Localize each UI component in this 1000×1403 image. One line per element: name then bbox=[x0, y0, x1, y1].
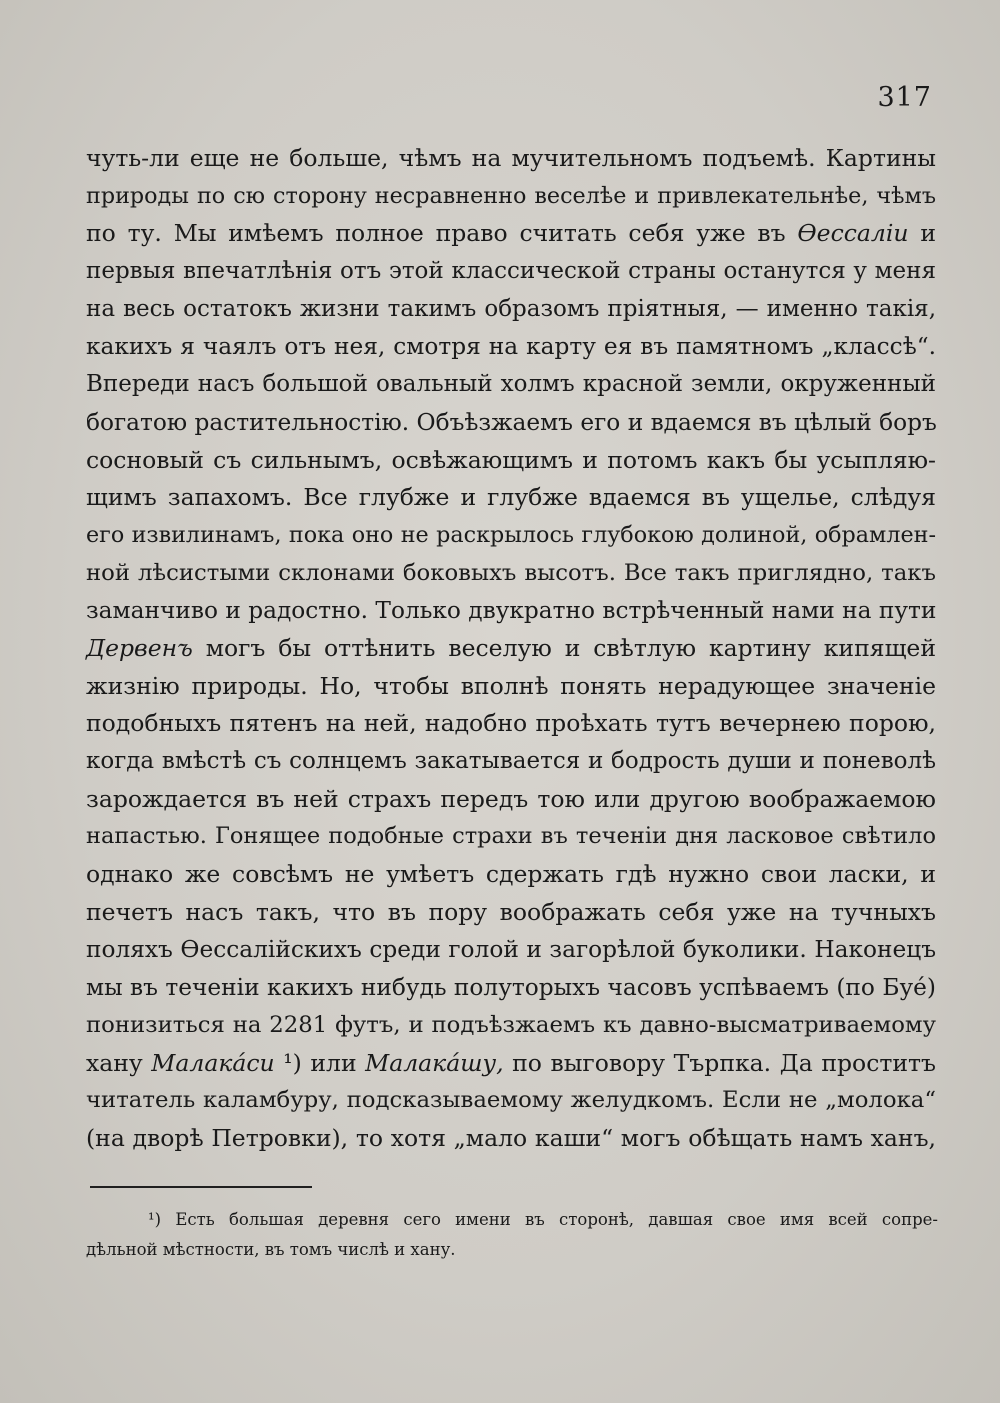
text-run: по выговору Търпка. Да проститъ bbox=[503, 1048, 936, 1077]
text-run: по ту. Мы имѣемъ полное право считать себя уже въ bbox=[86, 219, 798, 248]
text-line: щимъ запахомъ. Все глубже и глубже вдаемся въ ущелье, слѣдуя bbox=[86, 483, 936, 512]
italic-place-name: Ѳессаліи bbox=[797, 219, 909, 248]
page-number: 317 bbox=[877, 82, 932, 113]
text-line: печетъ насъ такъ, что въ пору воображать себя уже на тучныхъ bbox=[86, 897, 936, 926]
text-run: могъ бы оттѣнить веселую и свѣтлую картину кипящей bbox=[192, 633, 936, 662]
text-run: ¹) или bbox=[274, 1048, 366, 1077]
text-line: какихъ я чаялъ отъ нея, смотря на карту ея въ памятномъ „классѣ“. bbox=[86, 333, 936, 361]
footnote-divider bbox=[90, 1186, 312, 1188]
text-run: хану bbox=[86, 1048, 152, 1077]
body-text bbox=[86, 140, 936, 1158]
text-line: мы въ теченіи какихъ нибудь полуторыхъ часовъ успѣваемъ (по Буé) bbox=[86, 974, 936, 1002]
text-line: богатою растительностію. Объѣзжаемъ его и вдаемся въ цѣлый боръ bbox=[86, 408, 937, 436]
text-line: чуть-ли еще не больше, чѣмъ на мучительномъ подъемѣ. Картины bbox=[86, 144, 936, 172]
italic-place-name: Малакáси bbox=[151, 1048, 275, 1077]
text-line: его извилинамъ, пока оно не раскрылось глубокою долиной, обрамлен- bbox=[86, 521, 936, 548]
footnote bbox=[86, 1205, 938, 1265]
text-line bbox=[86, 215, 936, 253]
text-line: жизнію природы. Но, чтобы вполнѣ понять нерадующее значеніе bbox=[86, 671, 936, 700]
text-line: (на дворѣ Петровки), то хотя „мало каши“ могъ обѣщать намъ ханъ, bbox=[86, 1123, 936, 1152]
text-line: читатель каламбуру, подсказываемому желудкомъ. Если не „молока“ bbox=[86, 1087, 936, 1114]
text-line: когда вмѣстѣ съ солнцемъ закатывается и бодрость души и поневолѣ bbox=[86, 748, 936, 774]
text-line: первыя впечатлѣнія отъ этой классической страны останутся у меня bbox=[86, 258, 936, 285]
text-line: поляхъ Ѳессалійскихъ среди голой и загорѣлой буколики. Наконецъ bbox=[86, 936, 936, 964]
footnote-marker: ¹) bbox=[148, 1210, 162, 1229]
text-line: природы по сю сторону несравненно веселѣе и привлекательнѣе, чѣмъ bbox=[86, 182, 936, 209]
text-line: на весь остатокъ жизни такимъ образомъ пріятныя, — именно такія, bbox=[86, 295, 936, 322]
text-line: подобныхъ пятенъ на ней, надобно проѣхать тутъ вечернею порою, bbox=[86, 709, 936, 738]
text-line: понизиться на 2281 футъ, и подъѣзжаемъ къ давно-высматриваемому bbox=[86, 1011, 936, 1038]
text-line: зарождается въ ней страхъ передъ тою или другою воображаемою bbox=[86, 784, 936, 813]
footnote-line: дѣльной мѣстности, въ томъ числѣ и хану. bbox=[86, 1240, 456, 1259]
footnote-line bbox=[86, 1205, 938, 1235]
text-line: заманчиво и радостно. Только двукратно встрѣченный нами на пути bbox=[86, 597, 937, 625]
text-line: напастью. Гонящее подобные страхи въ теченіи дня ласковое свѣтило bbox=[86, 823, 936, 850]
text-run: и bbox=[908, 219, 936, 248]
footnote-text: Есть большая деревня сего имени въ сторонѣ, давшая свое имя всей сопре- bbox=[175, 1210, 939, 1229]
text-line: сосновый съ сильнымъ, освѣжающимъ и потомъ какъ бы усыпляю- bbox=[86, 445, 936, 474]
text-line: однако же совсѣмъ не умѣетъ сдержать гдѣ нужно свои ласки, и bbox=[86, 860, 936, 889]
text-line: Впереди насъ большой овальный холмъ красной земли, окруженный bbox=[86, 371, 936, 398]
italic-place-name: Малакáшу, bbox=[365, 1048, 504, 1077]
text-line bbox=[86, 1045, 936, 1083]
text-line bbox=[86, 630, 936, 668]
italic-place-name: Дервенъ bbox=[86, 633, 193, 662]
text-line: ной лѣсистыми склонами боковыхъ высотъ. Все такъ приглядно, такъ bbox=[86, 559, 936, 586]
